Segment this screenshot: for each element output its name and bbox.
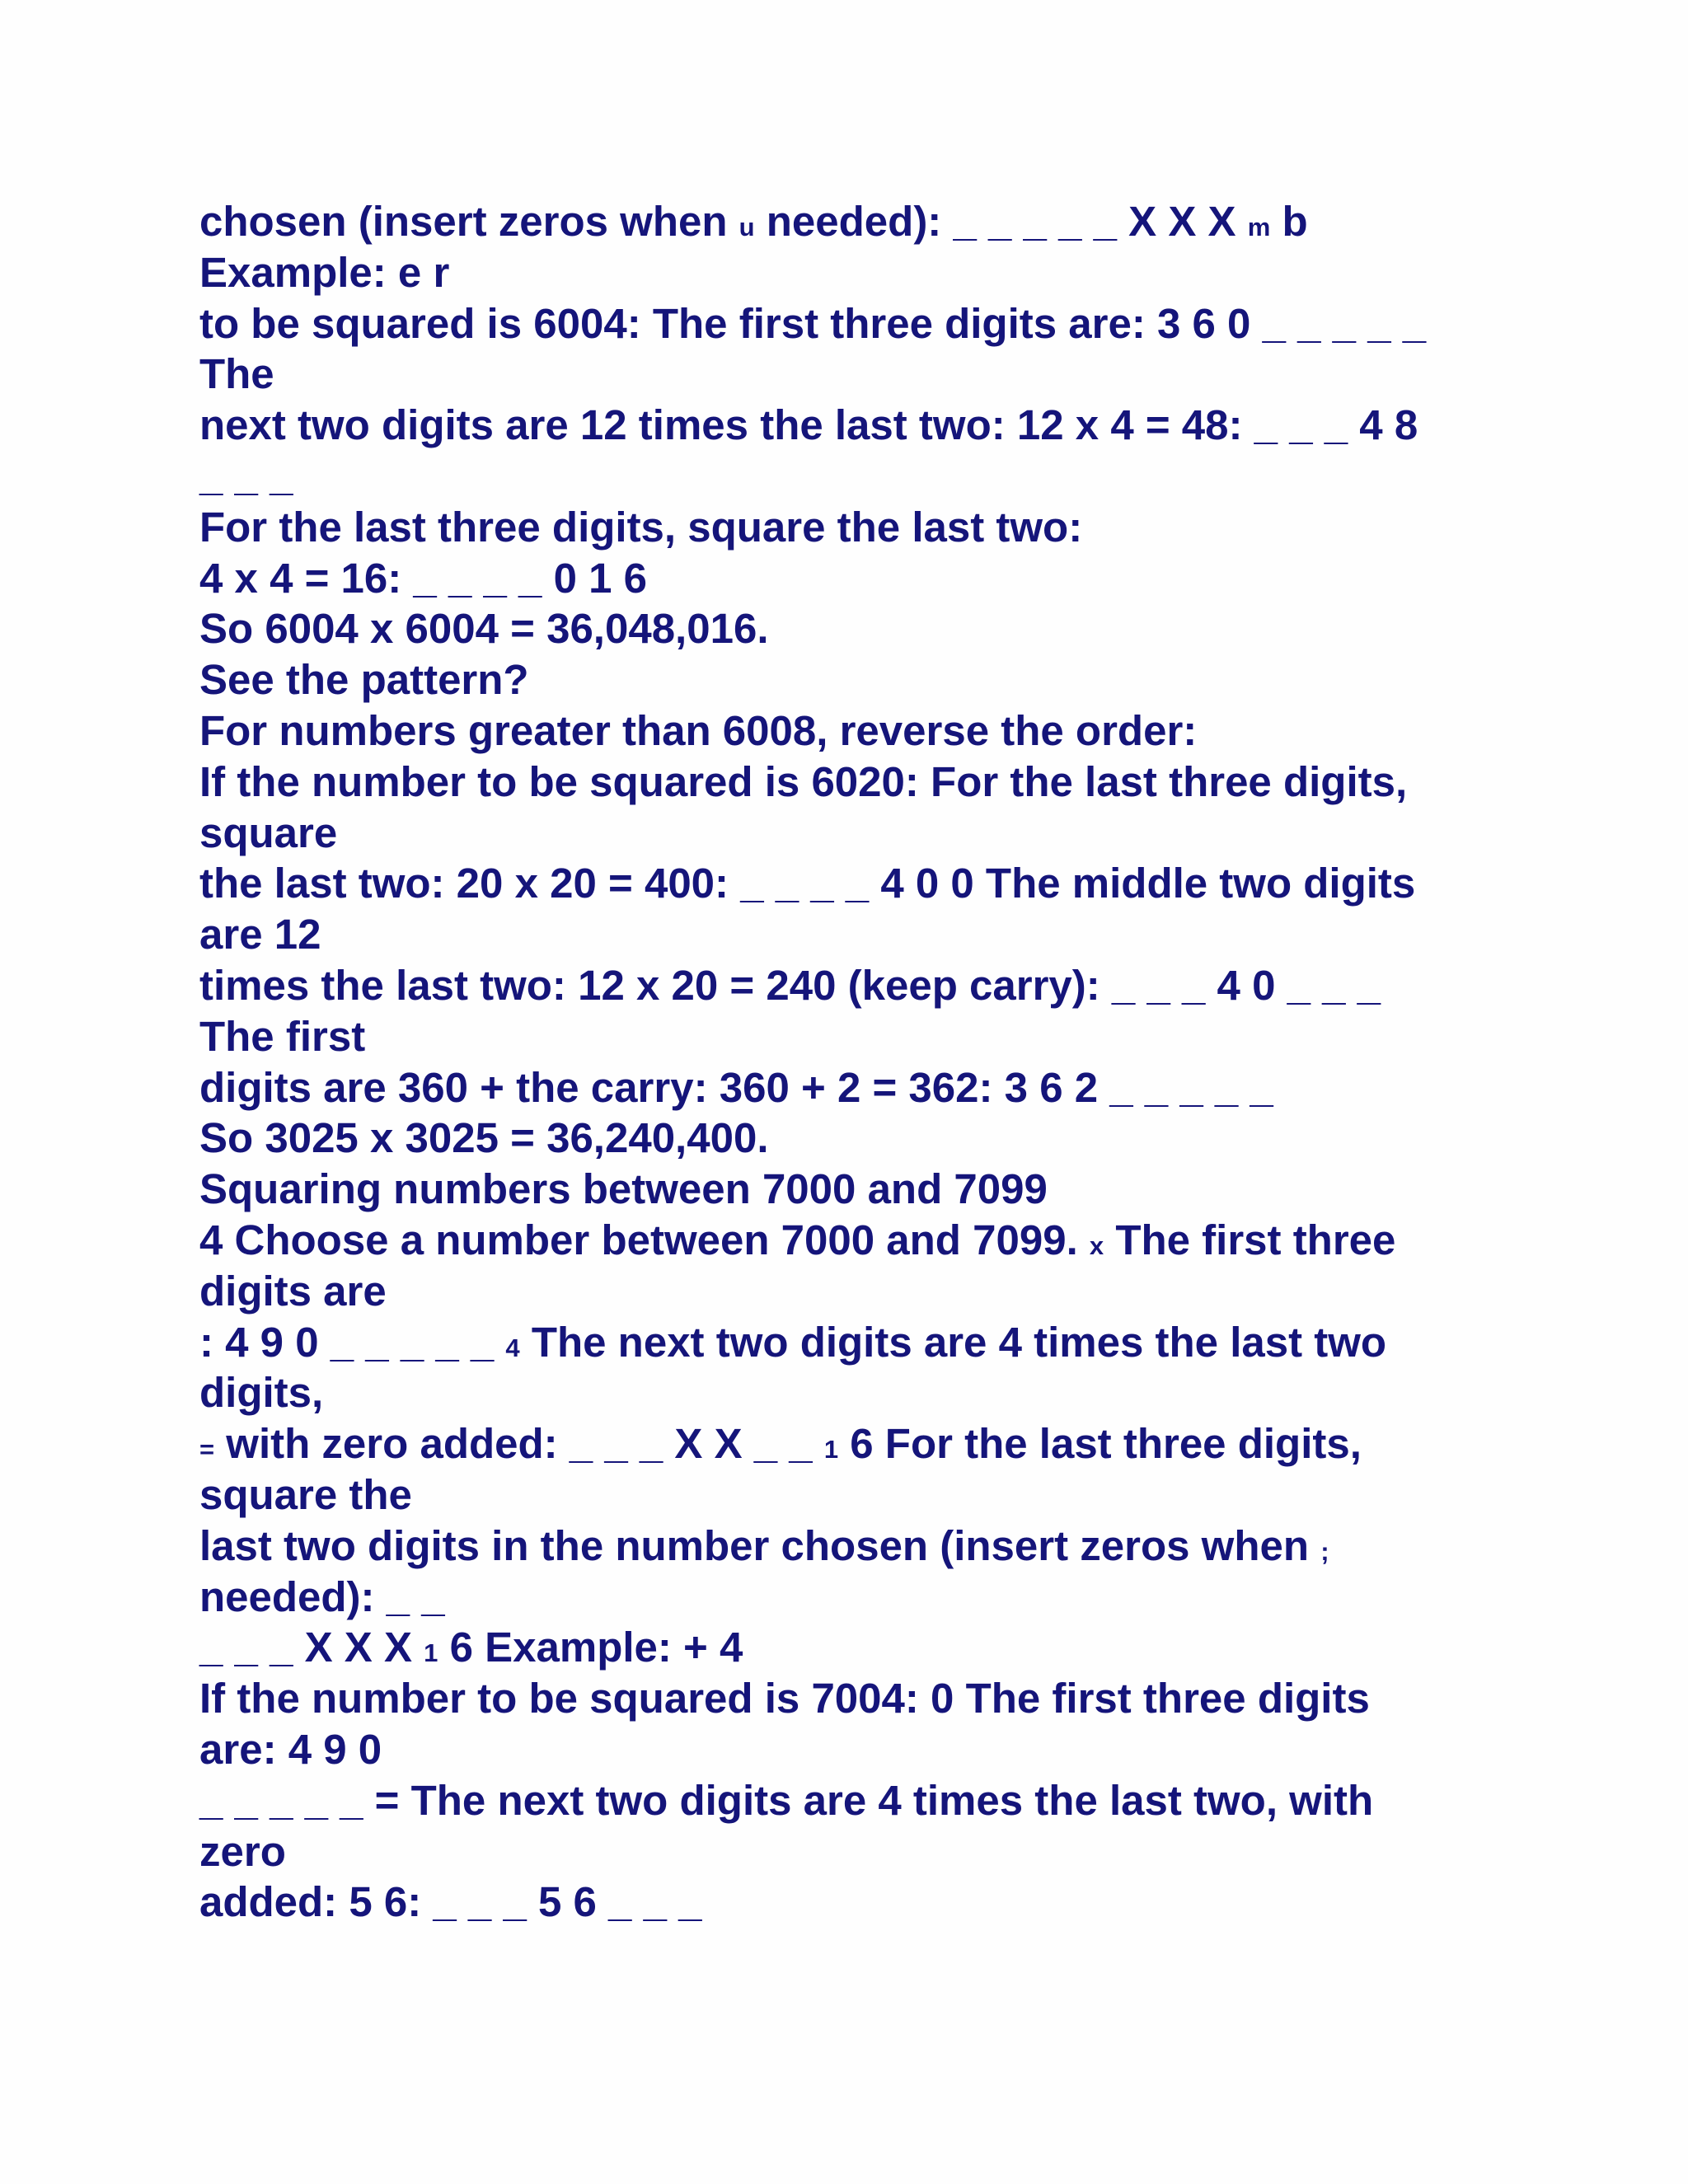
- text-segment: If the number to be squared is 6020: For the last three digits,: [199, 757, 1408, 805]
- text-line: [199, 1266, 1518, 1317]
- text-line: [199, 451, 1518, 502]
- text-line: [199, 858, 1518, 909]
- text-segment: are: 4 9 0: [199, 1725, 382, 1773]
- text-line: [199, 1622, 1518, 1673]
- body-text: [199, 196, 1518, 1928]
- text-segment: zero: [199, 1827, 286, 1875]
- text-line: [199, 1724, 1518, 1775]
- text-segment: 6 Example: + 4: [438, 1624, 743, 1671]
- text-segment: The first three: [1104, 1216, 1396, 1263]
- text-segment: added: 5 6: _ _ _ 5 6 _ _ _: [199, 1878, 702, 1926]
- text-line: [199, 1062, 1518, 1113]
- text-line: [199, 1572, 1518, 1623]
- stray-mark: 1: [823, 1435, 839, 1465]
- text-line: [199, 654, 1518, 705]
- text-segment: _ _ _ _ _ = The next two digits are 4 times the last two, with: [199, 1776, 1374, 1824]
- stray-mark: 4: [505, 1333, 520, 1362]
- text-segment: last two digits in the number chosen (insert zeros when: [199, 1521, 1321, 1569]
- text-segment: next two digits are 12 times the last two: 12 x 4 = 48: _ _ _ 4 8: [199, 401, 1418, 449]
- text-line: [199, 400, 1518, 451]
- text-line: [199, 298, 1518, 349]
- text-segment: square: [199, 808, 338, 856]
- text-line: [199, 1011, 1518, 1062]
- text-segment: Squaring numbers between 7000 and 7099: [199, 1165, 1048, 1213]
- text-line: [199, 1367, 1518, 1418]
- text-line: [199, 1673, 1518, 1724]
- text-segment: If the number to be squared is 7004: 0 The first three digits: [199, 1675, 1370, 1722]
- text-segment: 4 x 4 = 16: _ _ _ _ 0 1 6: [199, 554, 647, 602]
- text-line: [199, 1521, 1518, 1572]
- text-segment: to be squared is 6004: The first three digits are: 3 6 0 _ _ _ _ _: [199, 299, 1427, 347]
- text-segment: digits,: [199, 1369, 324, 1417]
- text-line: [199, 808, 1518, 859]
- text-line: [199, 1418, 1518, 1469]
- text-segment: digits are 360 + the carry: 360 + 2 = 362: 3 6 2 _ _ _ _ _: [199, 1063, 1273, 1111]
- text-line: [199, 960, 1518, 1011]
- text-line: [199, 247, 1518, 298]
- text-segment: b: [1270, 198, 1308, 245]
- text-line: [199, 1469, 1518, 1521]
- text-segment: So 6004 x 6004 = 36,048,016.: [199, 605, 769, 653]
- stray-mark: u: [738, 213, 755, 241]
- text-segment: needed): _ _: [199, 1572, 445, 1620]
- text-segment: For numbers greater than 6008, reverse the order:: [199, 706, 1198, 754]
- text-segment: needed): _ _ _ _ _ X X X: [754, 198, 1248, 245]
- text-segment: 4 Choose a number between 7000 and 7099.: [199, 1216, 1090, 1263]
- stray-mark: x: [1089, 1230, 1104, 1260]
- text-line: [199, 1215, 1518, 1266]
- text-line: [199, 1775, 1518, 1826]
- text-segment: _ _ _: [199, 452, 293, 499]
- text-line: [199, 1164, 1518, 1215]
- text-segment: Example: e r: [199, 248, 450, 296]
- text-line: [199, 757, 1518, 808]
- text-line: [199, 1317, 1518, 1368]
- text-segment: times the last two: 12 x 20 = 240 (keep carry): _ _ _ 4 0 _ _ _: [199, 961, 1381, 1009]
- text-segment: : 4 9 0 _ _ _ _ _: [199, 1318, 506, 1366]
- text-segment: _ _ _ X X X: [199, 1624, 424, 1671]
- text-segment: are 12: [199, 911, 321, 958]
- text-line: [199, 1826, 1518, 1877]
- text-segment: So 3025 x 3025 = 36,240,400.: [199, 1114, 769, 1162]
- text-line: [199, 349, 1518, 400]
- text-line: [199, 909, 1518, 960]
- text-line: [199, 603, 1518, 654]
- text-segment: with zero added: _ _ _ X X _ _: [214, 1420, 824, 1468]
- text-segment: For the last three digits, square the last two:: [199, 503, 1083, 551]
- text-line: [199, 196, 1518, 247]
- stray-mark: ;: [1320, 1536, 1329, 1566]
- text-segment: square the: [199, 1470, 412, 1518]
- text-line: [199, 1113, 1518, 1164]
- text-line: [199, 1877, 1518, 1928]
- text-segment: The next two digits are 4 times the last two: [519, 1318, 1387, 1366]
- stray-mark: =: [199, 1435, 215, 1465]
- text-segment: chosen (insert zeros when: [199, 198, 739, 245]
- text-line: [199, 553, 1518, 604]
- text-segment: digits are: [199, 1267, 387, 1315]
- text-segment: The first: [199, 1012, 366, 1060]
- text-line: [199, 502, 1518, 553]
- stray-mark: m: [1247, 213, 1271, 241]
- text-segment: The: [199, 350, 274, 398]
- text-segment: 6 For the last three digits,: [838, 1420, 1362, 1468]
- text-segment: the last two: 20 x 20 = 400: _ _ _ _ 4 0 0 The middle two digits: [199, 860, 1416, 907]
- text-line: [199, 705, 1518, 757]
- text-segment: See the pattern?: [199, 656, 529, 704]
- stray-mark: 1: [424, 1638, 438, 1668]
